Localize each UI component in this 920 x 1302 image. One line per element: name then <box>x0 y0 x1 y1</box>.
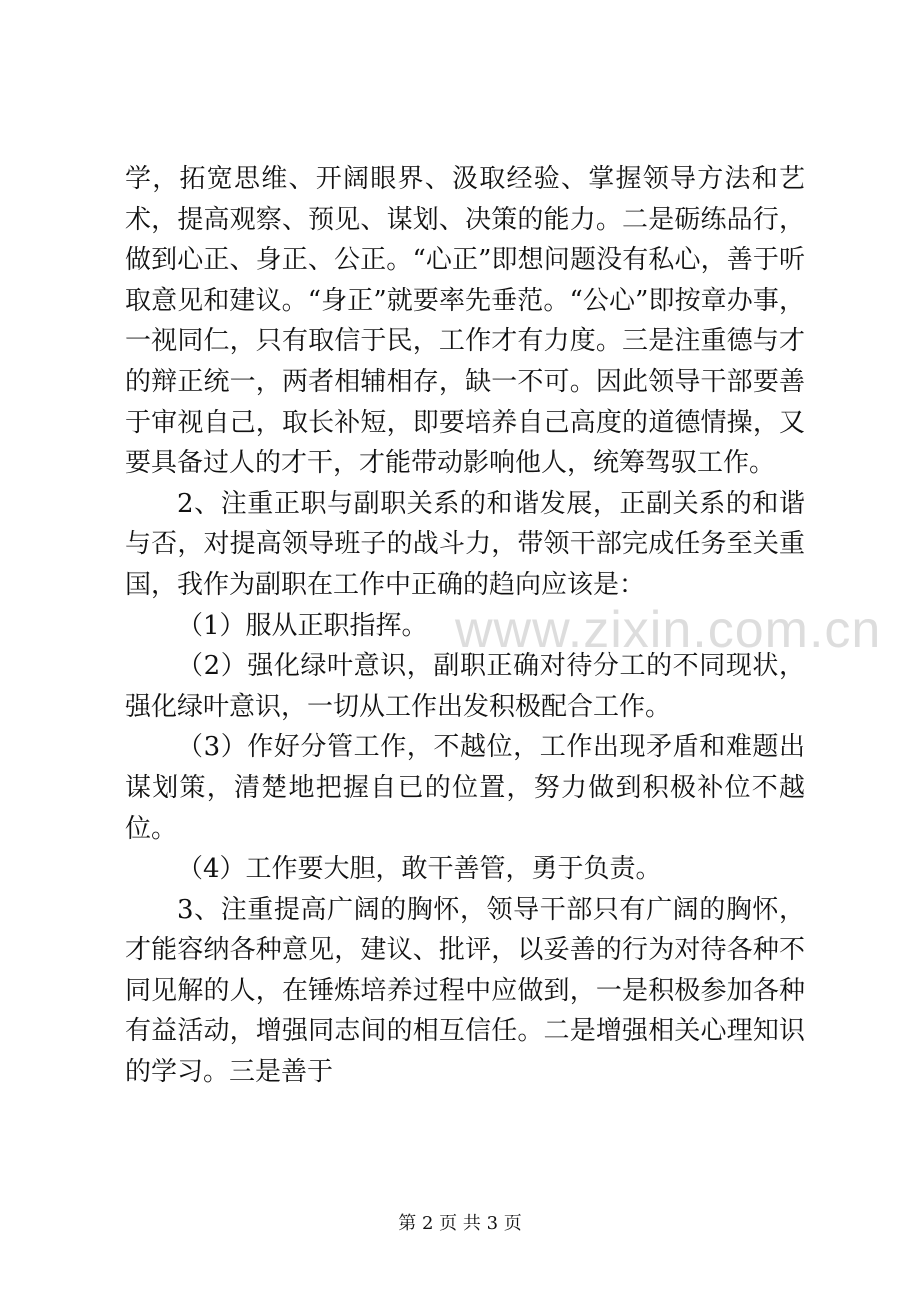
paragraph-2: 2、注重正职与副职关系的和谐发展，正副关系的和谐与否，对提高领导班子的战斗力，带领干部完成任务至关重国，我作为副职在工作中正确的趋向应该是： <box>125 488 805 600</box>
page-footer: 第 2 页 共 3 页 <box>398 1213 522 1234</box>
paragraph-4: （2）强化绿叶意识，副职正确对待分工的不同现状，强化绿叶意识，一切从工作出发积极配合工作。 <box>125 651 805 722</box>
paragraph-6: （4）工作要大胆，敢干善管，勇于负责。 <box>177 854 662 885</box>
document-body <box>125 159 882 1093</box>
paragraph-3: （1）服从正职指挥。 <box>177 610 428 641</box>
paragraph-5: （3）作好分管工作，不越位，工作出现矛盾和难题出谋划策，清楚地把握自已的位置，努力做到积极补位不越位。 <box>125 732 805 844</box>
watermark: www.zixin.com.cn <box>455 601 882 659</box>
paragraph-7: 3、注重提高广阔的胸怀，领导干部只有广阔的胸怀，才能容纳各种意见，建议、批评，以妥善的行为对待各种不同见解的人，在锤炼培养过程中应做到，一是积极参加各种有益活动，增强同志间的相互信任。二是增强相关心理知识的学习。三是善于 <box>125 894 805 1088</box>
paragraph-1: 学，拓宽思维、开阔眼界、汲取经验、掌握领导方法和艺术，提高观察、预见、谋划、决策的能力。二是砺练品行，做到心正、身正、公正。“心正”即想问题没有私心，善于听取意见和建议。“身正”就要率先垂范。“公心”即按章办事，一视同仁，只有取信于民，工作才有力度。三是注重德与才的辩正统一，两者相辅相存，缺一不可。因此领导干部要善于审视自己，取长补短，即要培养自己高度的道德情操，又要具备过人的才干，才能带动影响他人，统筹驾驭工作。 <box>125 164 805 479</box>
